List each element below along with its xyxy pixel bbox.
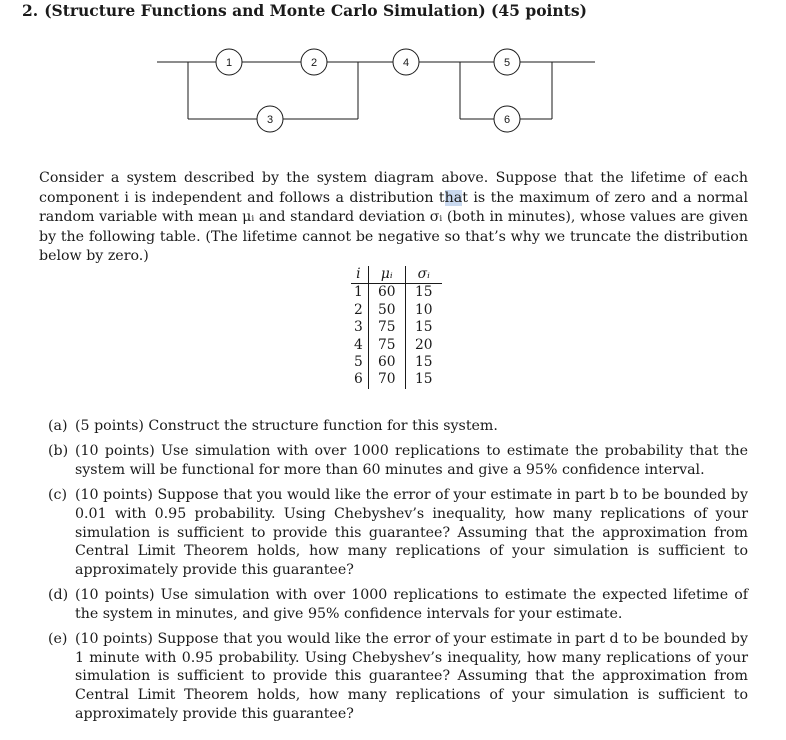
component-2-label: 2 [310, 57, 318, 69]
component-1-label: 1 [225, 57, 233, 69]
question-b [48, 442, 748, 479]
cell-mu: 50 [368, 302, 405, 319]
header-sigma: σᵢ [405, 266, 442, 284]
table-row [351, 319, 442, 336]
component-5 [494, 49, 520, 75]
intro-paragraph [39, 169, 748, 267]
question-text: (5 points) Construct the structure function for this system. [75, 418, 498, 434]
question-tag: (d) [48, 587, 69, 604]
question-d [48, 586, 748, 623]
cell-i: 2 [351, 302, 368, 319]
question-tag: (b) [48, 443, 69, 460]
component-3-label: 3 [266, 114, 274, 126]
question-text: (10 points) Use simulation with over 1000 replications to estimate the expected lifetime of the system in minutes, and give 95% confidence intervals for your estimate. [75, 587, 748, 622]
table-row [351, 302, 442, 319]
intro-line-2-start: i is independent and follows a distribution t [124, 189, 445, 206]
intro-line-1: Consider a system described by the system diagram above. Suppose that the lifetime of each component [39, 170, 748, 206]
cell-i: 6 [351, 371, 368, 388]
cell-mu: 70 [368, 371, 405, 388]
cell-i: 4 [351, 337, 368, 354]
table-row [351, 284, 442, 302]
component-5-label: 5 [503, 57, 511, 69]
cell-mu: 75 [368, 337, 405, 354]
question-a [48, 417, 748, 436]
component-4 [393, 49, 419, 75]
question-list [48, 417, 748, 730]
intro-line-3: with mean μᵢ and standard deviation σᵢ (both in minutes), whose values are given by the following [39, 209, 749, 245]
cell-mu: 75 [368, 319, 405, 336]
cell-sigma: 15 [415, 354, 433, 371]
question-text: (10 points) Suppose that you would like the error of your estimate in part d to be bounded by 1 minute with 0.95 probability. Using Chebyshev’s inequality, how many replications of your simulation is sufficient to provide this guarantee? Assuming that the approximation from Central Limit Theorem holds, how many replications of your simulation is sufficient to approximately provide this guarantee? [75, 631, 748, 722]
question-text: (10 points) Use simulation with over 1000 replications to estimate the probability that the system will be functional for more than 60 minutes and give a 95% confidence interval. [75, 443, 748, 478]
header-mu: μᵢ [368, 266, 405, 284]
problem-number: 2. [22, 1, 39, 20]
cell-sigma: 20 [415, 336, 433, 353]
table-row [351, 371, 442, 388]
table-row [351, 354, 442, 371]
question-tag: (c) [48, 487, 68, 504]
cell-sigma: 15 [415, 319, 433, 336]
parameter-table-wrapper [351, 266, 442, 389]
cell-sigma: 10 [415, 301, 433, 318]
problem-title: (Structure Functions and Monte Carlo Simulation) (45 points) [44, 1, 587, 20]
system-diagram [0, 0, 786, 160]
cell-sigma: 15 [415, 284, 433, 301]
cell-i: 3 [351, 319, 368, 336]
component-2 [301, 49, 327, 75]
text-selection-highlight: ha [444, 189, 463, 206]
component-4-label: 4 [402, 57, 410, 69]
intro-line-2-end: t is the maximum of zero and a normal random variable [39, 189, 748, 226]
component-1 [216, 49, 242, 75]
cell-mu: 60 [368, 284, 405, 302]
header-i: i [351, 266, 368, 284]
cell-sigma: 15 [415, 371, 433, 388]
table-header-row [351, 266, 442, 284]
question-e [48, 630, 748, 724]
component-6 [494, 106, 520, 132]
component-6-label: 6 [503, 114, 511, 126]
question-c [48, 486, 748, 580]
table-row [351, 337, 442, 354]
parameter-table [351, 266, 442, 389]
cell-i: 1 [351, 284, 368, 302]
cell-mu: 60 [368, 354, 405, 371]
intro-line-4: table. (The lifetime cannot be negative so that’s why we truncate the distribution below by zero.) [39, 228, 748, 265]
component-3 [257, 106, 283, 132]
cell-i: 5 [351, 354, 368, 371]
question-tag: (e) [48, 631, 68, 648]
question-tag: (a) [48, 418, 68, 434]
question-text: (10 points) Suppose that you would like the error of your estimate in part b to be bounded by 0.01 with 0.95 probability. Using Chebyshev’s inequality, how many replications of your simulation is sufficient to provide this guarantee? Assuming that the approximation from Central Limit Theorem holds, how many replications of your simulation is sufficient to approximately provide this guarantee? [75, 487, 748, 578]
